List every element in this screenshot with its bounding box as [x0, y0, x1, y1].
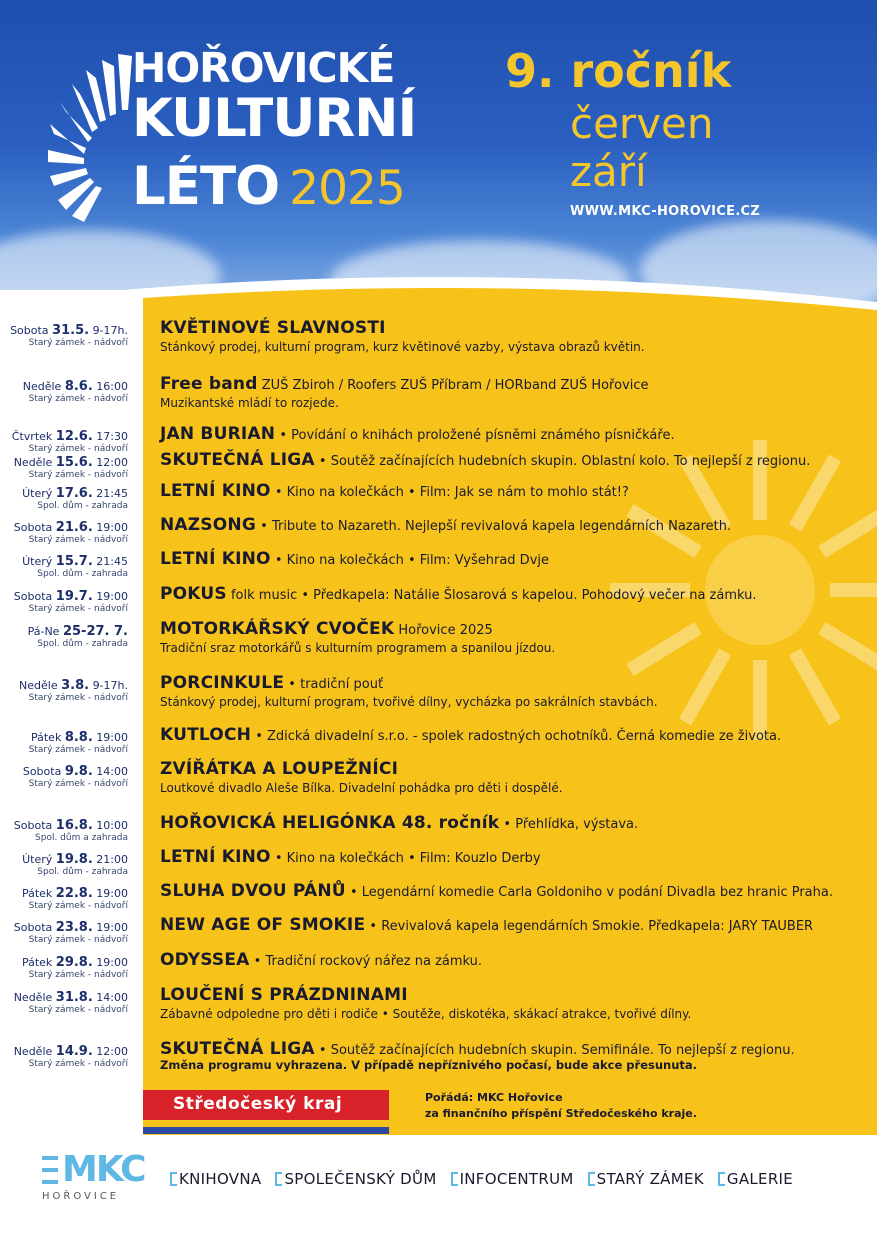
- event-title: POKUS: [160, 584, 227, 604]
- event-line: • Povídání o knihách proložené písněmi známého písničkáře.: [279, 428, 675, 443]
- menu-marker-icon: [588, 1172, 594, 1186]
- event-subline: Loutkové divadlo Aleše Bílka. Divadelní pohádka pro děti i dospělé.: [160, 781, 563, 795]
- event-day-date: Neděle 31.8. 14:00: [13, 990, 128, 1005]
- event-day-date: Sobota 19.7. 19:00: [13, 589, 128, 604]
- title-line-1: HOŘOVICKÉ: [132, 44, 395, 92]
- event-item: [160, 320, 870, 353]
- event-headline: [160, 849, 870, 866]
- event-title: Free band: [160, 374, 258, 394]
- event-place: Starý zámek - nádvoří: [28, 1059, 128, 1069]
- event-title: KVĚTINOVÉ SLAVNOSTI: [160, 318, 386, 338]
- event-day-date: Úterý 17.6. 21:45: [22, 486, 128, 501]
- mkc-logo-word: MKC: [62, 1149, 145, 1190]
- event-headline: [160, 883, 870, 900]
- event-headline: [160, 483, 870, 500]
- event-day-date: Neděle 8.6. 16:00: [22, 379, 128, 394]
- event-date: [0, 456, 128, 480]
- event-line: • Kino na kolečkách • Film: Vyšehrad Dvje: [274, 553, 549, 568]
- event-item: [160, 517, 870, 534]
- event-date: [0, 324, 128, 348]
- title-line-2: KULTURNÍ: [132, 88, 417, 149]
- event-date: [0, 555, 128, 579]
- event-title: LETNÍ KINO: [160, 847, 271, 867]
- event-line: • Zdická divadelní s.r.o. - spolek radostných ochotníků. Černá komedie ze života.: [255, 729, 782, 744]
- event-subline: Muzikantské mládí to rozjede.: [160, 396, 339, 410]
- event-line: folk music • Předkapela: Natálie Šlosarová s kapelou. Pohodový večer na zámku.: [230, 588, 757, 603]
- event-line: • Legendární komedie Carla Goldoniho v podání Divadla bez hranic Praha.: [349, 885, 833, 900]
- event-day-date: Pá-Ne 25-27. 7.: [27, 624, 128, 639]
- event-date: [0, 590, 128, 614]
- event-headline: [160, 621, 870, 638]
- menu-marker-icon: [275, 1172, 281, 1186]
- mkc-logo-icon: [42, 1152, 62, 1188]
- event-title: NEW AGE OF SMOKIE: [160, 915, 366, 935]
- event-title: LETNÍ KINO: [160, 481, 271, 501]
- event-place: Starý zámek - nádvoří: [28, 394, 128, 404]
- footer-link-knihovna[interactable]: KNIHOVNA: [170, 1170, 261, 1188]
- event-date: [0, 887, 128, 911]
- month-to: září: [570, 147, 647, 196]
- event-item: [160, 727, 870, 744]
- event-headline: [160, 320, 870, 337]
- event-title: SLUHA DVOU PÁNŮ: [160, 881, 346, 901]
- region-badge: [143, 1090, 389, 1134]
- event-day-date: Neděle 3.8. 9-17h.: [19, 678, 128, 693]
- event-day-date: Úterý 15.7. 21:45: [22, 554, 128, 569]
- event-item: [160, 849, 870, 866]
- event-place: Starý zámek - nádvoří: [28, 693, 128, 703]
- event-headline: [160, 987, 870, 1004]
- event-item: [160, 761, 870, 794]
- event-place: Spol. dům - zahrada: [37, 501, 128, 511]
- organizer-line-1: Pořádá: MKC Hořovice: [425, 1091, 563, 1104]
- event-date: [0, 991, 128, 1015]
- event-date: [0, 521, 128, 545]
- event-place: Starý zámek - nádvoří: [28, 470, 128, 480]
- event-date: [0, 819, 128, 843]
- footer-links: [170, 1170, 793, 1188]
- event-day-date: Sobota 23.8. 19:00: [13, 920, 128, 935]
- footer-link-infocentrum[interactable]: INFOCENTRUM: [451, 1170, 574, 1188]
- event-headline: [160, 815, 870, 832]
- menu-marker-icon: [451, 1172, 457, 1186]
- event-item: [160, 452, 870, 469]
- event-day-date: Úterý 19.8. 21:00: [22, 852, 128, 867]
- event-headline: [160, 426, 870, 443]
- event-line: • Tribute to Nazareth. Nejlepší revivalová kapela legendárních Nazareth.: [260, 519, 732, 534]
- months: [570, 100, 714, 196]
- edition: 9. ročník: [505, 44, 732, 98]
- event-date: [0, 956, 128, 980]
- event-headline: [160, 376, 870, 393]
- region-badge-label: Středočeský kraj: [173, 1094, 343, 1114]
- event-title: HOŘOVICKÁ HELIGÓNKA 48. ročník: [160, 813, 500, 833]
- organizer-line-2: za finančního příspění Středočeského kraje.: [425, 1107, 697, 1120]
- event-place: Starý zámek - nádvoří: [28, 779, 128, 789]
- event-title: SKUTEČNÁ LIGA: [160, 1039, 315, 1059]
- event-headline: [160, 551, 870, 568]
- event-date: [0, 487, 128, 511]
- event-day-date: Pátek 22.8. 19:00: [21, 886, 128, 901]
- event-title: ZVÍŘÁTKA A LOUPEŽNÍCI: [160, 759, 399, 779]
- event-headline: [160, 727, 870, 744]
- event-headline: [160, 452, 870, 469]
- event-title: KUTLOCH: [160, 725, 252, 745]
- event-line: • Přehlídka, výstava.: [503, 817, 639, 832]
- footer-link-stary-zamek[interactable]: STARÝ ZÁMEK: [588, 1170, 704, 1188]
- event-place: Starý zámek - nádvoří: [28, 338, 128, 348]
- event-headline: [160, 1041, 870, 1058]
- event-line: • Tradiční rockový nářez na zámku.: [253, 954, 483, 969]
- event-date: [0, 731, 128, 755]
- title-leto: LÉTO: [132, 156, 280, 217]
- event-place: Starý zámek - nádvoří: [28, 935, 128, 945]
- event-title: SKUTEČNÁ LIGA: [160, 450, 315, 470]
- event-place: Starý zámek - nádvoří: [28, 970, 128, 980]
- event-item: [160, 952, 870, 969]
- event-headline: [160, 917, 870, 934]
- event-date: [0, 625, 128, 649]
- event-item: [160, 586, 870, 603]
- event-line: • Kino na kolečkách • Film: Jak se nám to mohlo stát!?: [274, 485, 629, 500]
- event-title: MOTORKÁŘSKÝ CVOČEK: [160, 619, 395, 639]
- menu-marker-icon: [170, 1172, 176, 1186]
- title-year: 2025: [289, 161, 405, 216]
- event-day-date: Neděle 14.9. 12:00: [13, 1044, 128, 1059]
- event-subline: Zábavné odpoledne pro děti i rodiče • Soutěže, diskotéka, skákací atrakce, tvořivé dílny.: [160, 1007, 692, 1021]
- event-headline: [160, 952, 870, 969]
- event-item: [160, 815, 870, 832]
- event-date: [0, 430, 128, 454]
- event-place: Starý zámek - nádvoří: [28, 745, 128, 755]
- event-day-date: Pátek 29.8. 19:00: [21, 955, 128, 970]
- event-line: Hořovice 2025: [398, 623, 493, 638]
- event-line: • Soutěž začínajících hudebních skupin. Semifinále. To nejlepší z regionu.: [318, 1043, 795, 1058]
- event-item: [160, 883, 870, 900]
- title-line-3: [132, 156, 405, 217]
- event-title: LETNÍ KINO: [160, 549, 271, 569]
- event-item: [160, 675, 870, 708]
- event-headline: [160, 586, 870, 603]
- event-title: ODYSSEA: [160, 950, 250, 970]
- event-place: Starý zámek - nádvoří: [28, 1005, 128, 1015]
- event-title: LOUČENÍ S PRÁZDNINAMI: [160, 985, 408, 1005]
- event-headline: [160, 517, 870, 534]
- event-date: [0, 679, 128, 703]
- event-date: [0, 1045, 128, 1069]
- event-item: [160, 621, 870, 654]
- event-headline: [160, 675, 870, 692]
- event-place: Starý zámek - nádvoří: [28, 901, 128, 911]
- event-date: [0, 765, 128, 789]
- event-place: Spol. dům - zahrada: [37, 867, 128, 877]
- event-item: [160, 483, 870, 500]
- event-date: [0, 921, 128, 945]
- event-subline: Stánkový prodej, kulturní program, kurz květinové vazby, výstava obrazů květin.: [160, 340, 645, 354]
- event-headline: [160, 761, 870, 778]
- event-item: [160, 987, 870, 1020]
- website-link[interactable]: WWW.MKC-HOROVICE.CZ: [570, 204, 761, 219]
- event-item: [160, 551, 870, 568]
- logo-fan-icon: [46, 52, 136, 222]
- event-place: Starý zámek - nádvoří: [28, 444, 128, 454]
- event-place: Spol. dům - zahrada: [37, 639, 128, 649]
- event-line: ZUŠ Zbiroh / Roofers ZUŠ Příbram / HORband ZUŠ Hořovice: [261, 378, 649, 393]
- event-title: NAZSONG: [160, 515, 256, 535]
- footer-link-spolecensky-dum[interactable]: SPOLEČENSKÝ DŮM: [275, 1170, 436, 1188]
- event-place: Starý zámek - nádvoří: [28, 535, 128, 545]
- event-subline: Tradiční sraz motorkářů s kulturním programem a spanilou jízdou.: [160, 641, 556, 655]
- event-day-date: Sobota 9.8. 14:00: [22, 764, 128, 779]
- event-day-date: Čtvrtek 12.6. 17:30: [11, 429, 128, 444]
- event-line: • Kino na kolečkách • Film: Kouzlo Derby: [274, 851, 541, 866]
- event-line: • Soutěž začínajících hudebních skupin. Oblastní kolo. To nejlepší z regionu.: [318, 454, 811, 469]
- event-line: • Revivalová kapela legendárních Smokie. Předkapela: JARY TAUBER: [369, 919, 814, 934]
- organizer: [425, 1090, 697, 1122]
- event-subline: Stánkový prodej, kulturní program, tvořivé dílny, vycházka po sakrálních stavbách.: [160, 695, 658, 709]
- event-day-date: Pátek 8.8. 19:00: [30, 730, 128, 745]
- event-title: PORCINKULE: [160, 673, 285, 693]
- event-day-date: Sobota 31.5. 9-17h.: [10, 323, 128, 338]
- event-day-date: Neděle 15.6. 12:00: [13, 455, 128, 470]
- event-date: [0, 380, 128, 404]
- event-place: Spol. dům - zahrada: [37, 569, 128, 579]
- month-from: červen: [570, 99, 714, 148]
- event-item: [160, 426, 870, 443]
- event-date: [0, 853, 128, 877]
- event-item: [160, 376, 870, 409]
- event-place: Spol. dům a zahrada: [35, 833, 128, 843]
- menu-marker-icon: [718, 1172, 724, 1186]
- event-place: Starý zámek - nádvoří: [28, 604, 128, 614]
- event-day-date: Sobota 16.8. 10:00: [13, 818, 128, 833]
- event-item: [160, 917, 870, 934]
- event-day-date: Sobota 21.6. 19:00: [13, 520, 128, 535]
- footer-link-galerie[interactable]: GALERIE: [718, 1170, 793, 1188]
- event-line: • tradiční pouť: [288, 677, 384, 692]
- event-title: JAN BURIAN: [160, 424, 276, 444]
- program-note: Změna programu vyhrazena. V případě nepříznivého počasí, bude akce přesunuta.: [160, 1058, 698, 1072]
- mkc-logo-city: HOŘOVICE: [42, 1191, 120, 1202]
- event-item: [160, 1041, 870, 1058]
